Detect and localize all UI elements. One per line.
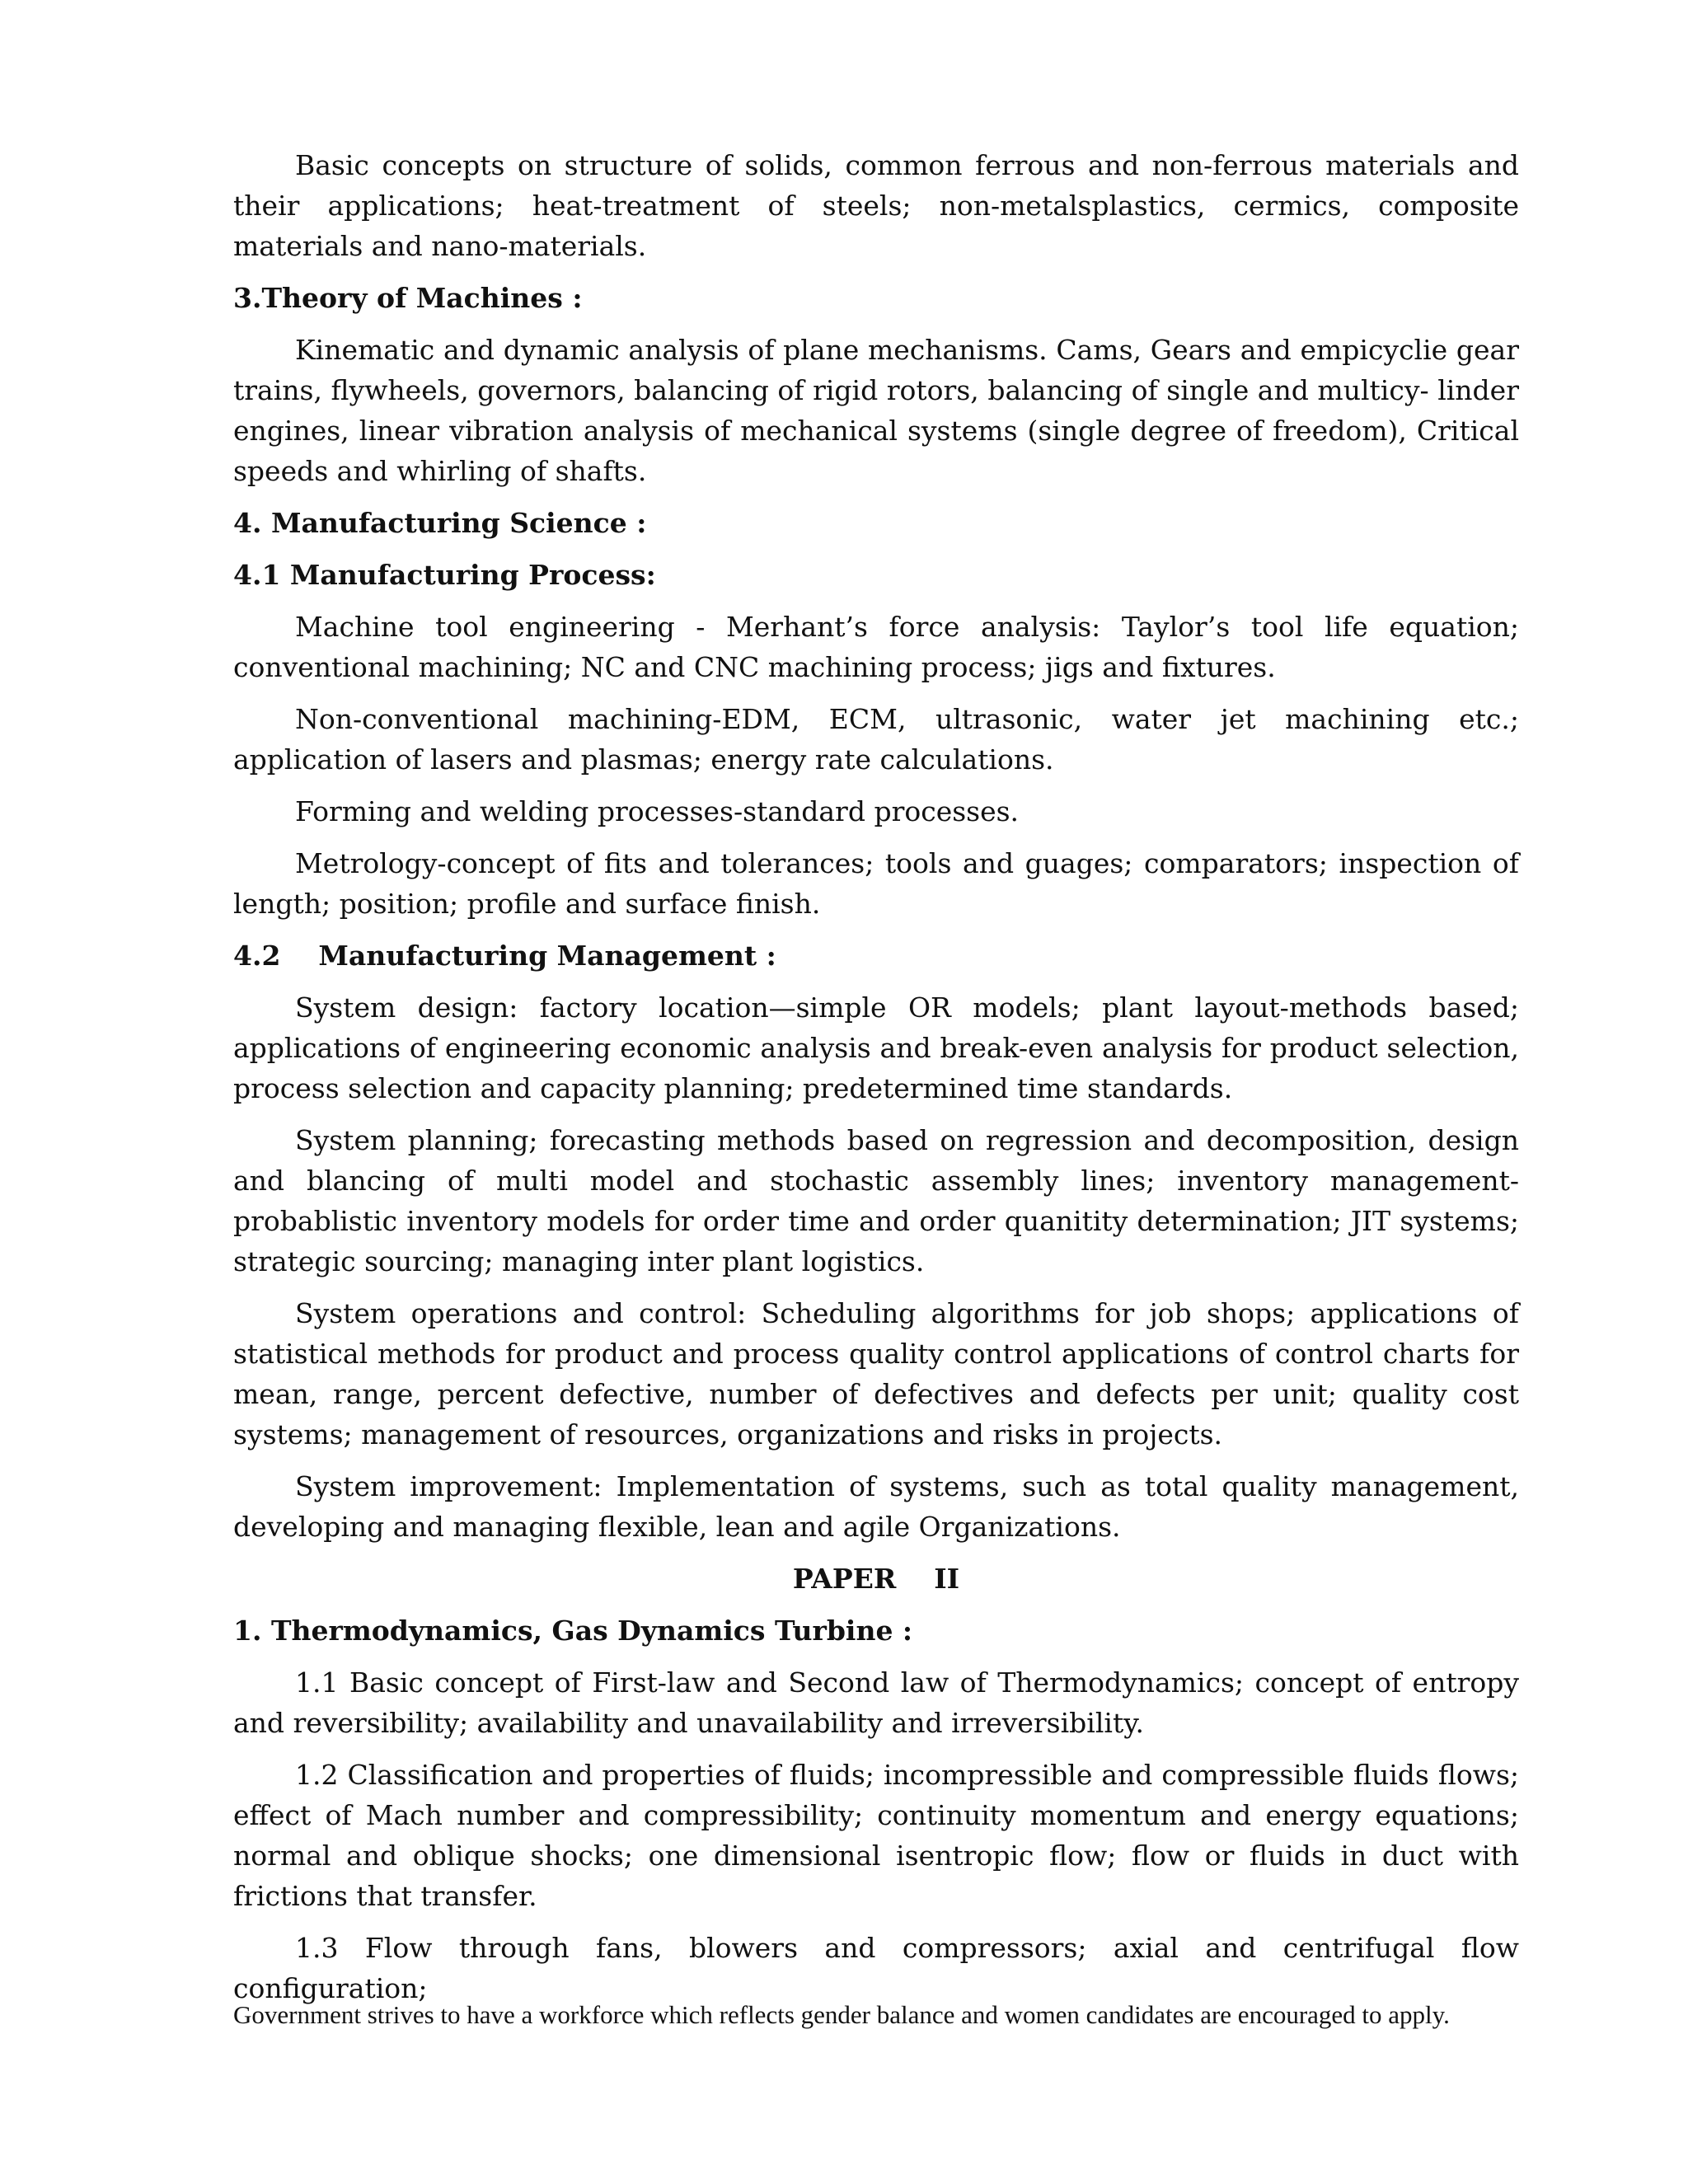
heading-manufacturing-science: 4. Manufacturing Science : bbox=[233, 507, 647, 539]
paragraph-system-planning: System planning; forecasting methods based on regression and decomposition, design and blancing of multi model and stochastic assembly lines; inventory management-probablistic inventory models for order time and order quanitity determination; JIT systems; strategic sourcing; managing inter plant logistics. bbox=[233, 1124, 1519, 1277]
document-body bbox=[233, 145, 1519, 2020]
paragraph-nonconventional-machining: Non-conventional machining-EDM, ECM, ultrasonic, water jet machining etc.; application of lasers and plasmas; energy rate calculations. bbox=[233, 703, 1519, 776]
paragraph-system-operations: System operations and control: Scheduling algorithms for job shops; applications of statistical methods for product and process quality control applications of control charts for mean, range, percent defective, number of defectives and defects per unit; quality cost systems; management of resources, organizations and risks in projects. bbox=[233, 1297, 1519, 1451]
paragraph-forming-welding: Forming and welding processes-standard processes. bbox=[295, 795, 1020, 827]
paragraph-materials: Basic concepts on structure of solids, common ferrous and non-ferrous materials and their applications; heat-treatment of steels; non-metalsplastics, cermics, composite materials and nano-materials. bbox=[233, 149, 1519, 262]
heading-paper-ii: PAPER II bbox=[792, 1563, 960, 1595]
paragraph-system-design: System design: factory location—simple OR models; plant layout-methods based; applications of engineering economic analysis and break-even analysis for product selection, process selection and capacity planning; predetermined time standards. bbox=[233, 991, 1519, 1104]
paragraph-metrology: Metrology-concept of fits and tolerances; tools and guages; comparators; inspection of length; position; profile and surface finish. bbox=[233, 847, 1519, 920]
heading-theory-of-machines: 3.Theory of Machines : bbox=[233, 282, 583, 314]
paragraph-theory-of-machines: Kinematic and dynamic analysis of plane mechanisms. Cams, Gears and empicyclie gear trains, flywheels, governors, balancing of rigid rotors, balancing of single and multicy- linder engines, linear vibration analysis of mechanical systems (single degree of freedom), Critical speeds and whirling of shafts. bbox=[233, 334, 1519, 487]
paragraph-1-1: 1.1 Basic concept of First-law and Second law of Thermodynamics; concept of entropy and reversibility; availability and unavailability and irreversibility. bbox=[233, 1666, 1519, 1739]
heading-thermodynamics: 1. Thermodynamics, Gas Dynamics Turbine : bbox=[233, 1615, 913, 1647]
paragraph-system-improvement: System improvement: Implementation of systems, such as total quality management, developing and managing flexible, lean and agile Organizations. bbox=[233, 1470, 1519, 1543]
heading-manufacturing-management: 4.2 Manufacturing Management : bbox=[233, 940, 776, 972]
footer-notice: Government strives to have a workforce which reflects gender balance and women candidates are encouraged to apply. bbox=[233, 2000, 1450, 2029]
heading-manufacturing-process: 4.1 Manufacturing Process: bbox=[233, 559, 656, 591]
paragraph-1-2: 1.2 Classification and properties of fluids; incompressible and compressible fluids flows; effect of Mach number and compressibility; continuity momentum and energy equations; normal and oblique shocks; one dimensional isentropic flow; flow or fluids in duct with frictions that transfer. bbox=[233, 1759, 1519, 1912]
paragraph-machine-tool: Machine tool engineering - Merhant’s force analysis: Taylor’s tool life equation; conventional machining; NC and CNC machining process; jigs and fixtures. bbox=[233, 611, 1519, 683]
paragraph-1-3: 1.3 Flow through fans, blowers and compressors; axial and centrifugal flow configuration; bbox=[233, 1932, 1519, 2004]
